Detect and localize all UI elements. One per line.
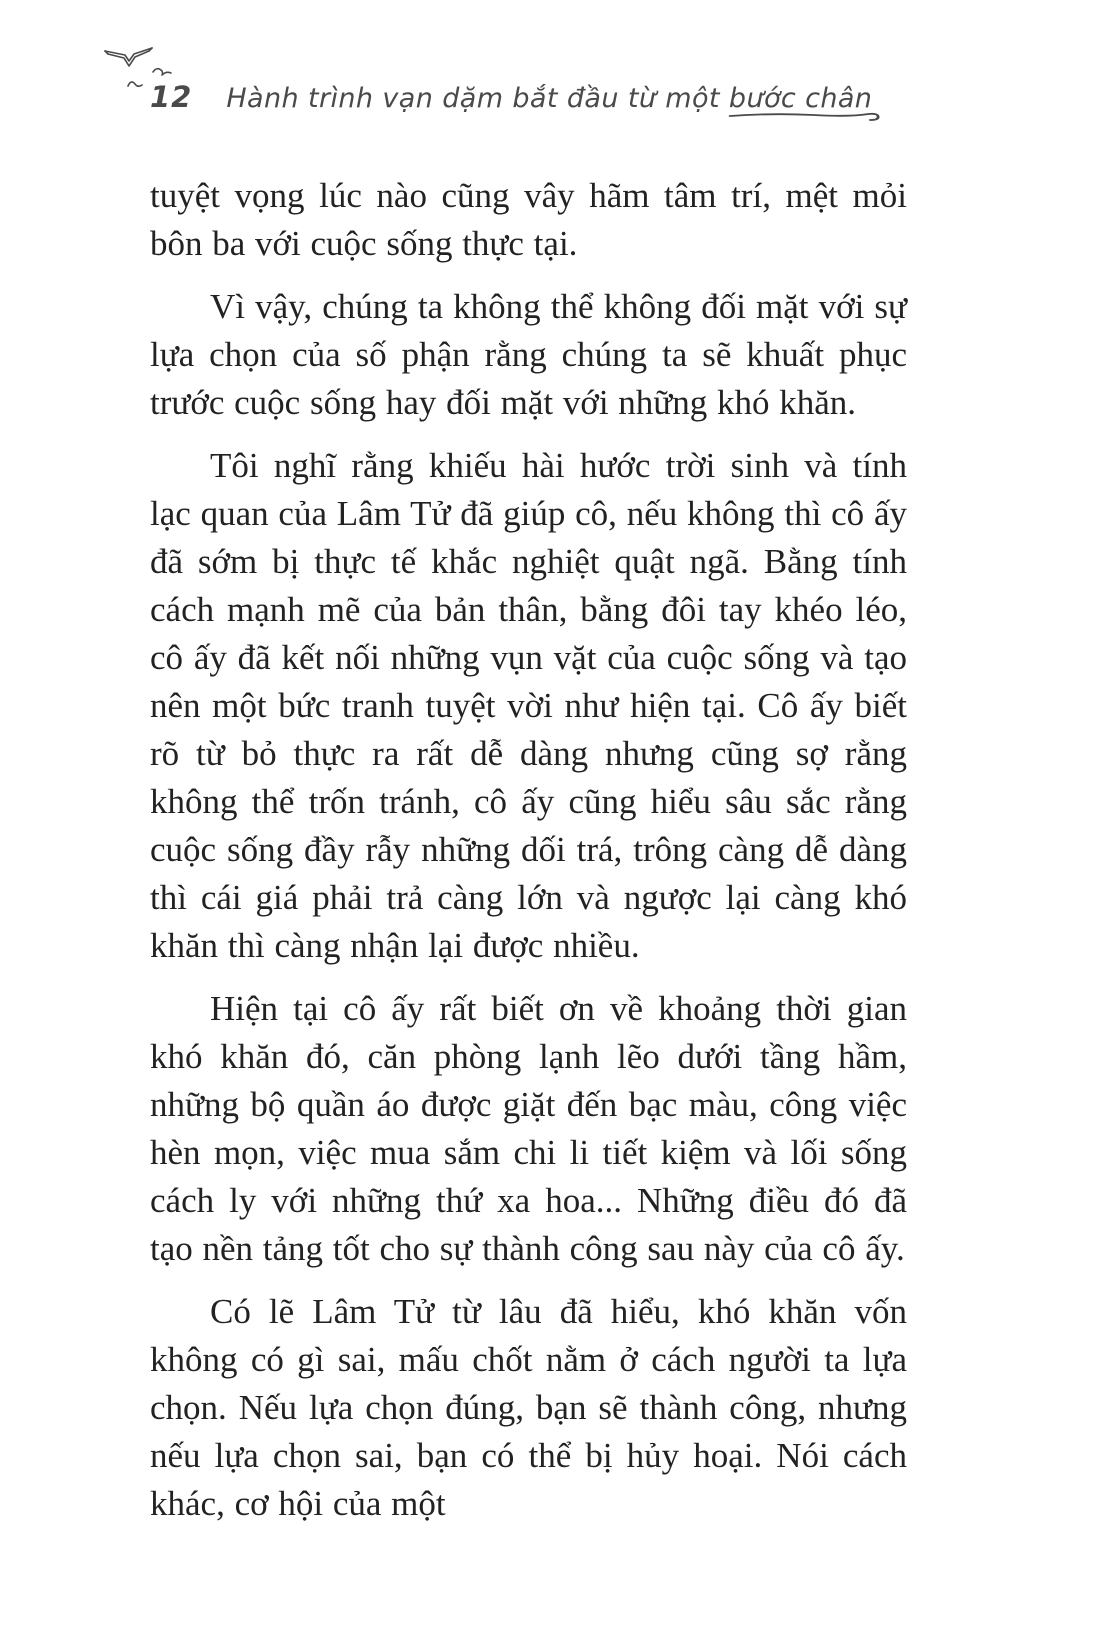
page-body bbox=[150, 172, 907, 1528]
paragraph: tuyệt vọng lúc nào cũng vây hãm tâm trí, mệt mỏi bôn ba với cuộc sống thực tại. bbox=[150, 176, 907, 263]
paragraph: Hiện tại cô ấy rất biết ơn về khoảng thời gian khó khăn đó, căn phòng lạnh lẽo dưới tầng hầm, những bộ quần áo được giặt đến bạc màu, công việc hèn mọn, việc mua sắm chi li tiết kiệm và lối sống cách ly với những thứ xa hoa... Những điều đó đã tạo nền tảng tốt cho sự thành công sau này của cô ấy. bbox=[150, 989, 907, 1268]
paragraph: Có lẽ Lâm Tử từ lâu đã hiểu, khó khăn vốn không có gì sai, mấu chốt nằm ở cách người ta lựa chọn. Nếu lựa chọn đúng, bạn sẽ thành công, nhưng nếu lựa chọn sai, bạn có thể bị hủy hoại. Nói cách khác, cơ hội của một bbox=[150, 1292, 907, 1523]
running-title bbox=[226, 83, 872, 114]
paragraph: Vì vậy, chúng ta không thể không đối mặt với sự lựa chọn của số phận rằng chúng ta sẽ khuất phục trước cuộc sống hay đối mặt với những khó khăn. bbox=[150, 287, 907, 422]
running-title-underlined-phrase: bước chân bbox=[729, 83, 872, 114]
running-title-text: Hành trình vạn dặm bắt đầu từ một bbox=[226, 83, 729, 114]
hand-underline-icon bbox=[727, 111, 884, 123]
paragraph: Tôi nghĩ rằng khiếu hài hước trời sinh và tính lạc quan của Lâm Tử đã giúp cô, nếu không thì cô ấy đã sớm bị thực tế khắc nghiệt quật ngã. Bằng tính cách mạnh mẽ của bản thân, bằng đôi tay khéo léo, cô ấy đã kết nối những vụn vặt của cuộc sống và tạo nên một bức tranh tuyệt vời như hiện tại. Cô ấy biết rõ từ bỏ thực ra rất dễ dàng nhưng cũng sợ rằng không thể trốn tránh, cô ấy cũng hiểu sâu sắc rằng cuộc sống đầy rẫy những dối trá, trông càng dễ dàng thì cái giá phải trả càng lớn và ngược lại càng khó khăn thì càng nhận lại được nhiều. bbox=[150, 446, 907, 965]
page-header bbox=[150, 80, 910, 114]
page-number: 12 bbox=[150, 80, 193, 114]
